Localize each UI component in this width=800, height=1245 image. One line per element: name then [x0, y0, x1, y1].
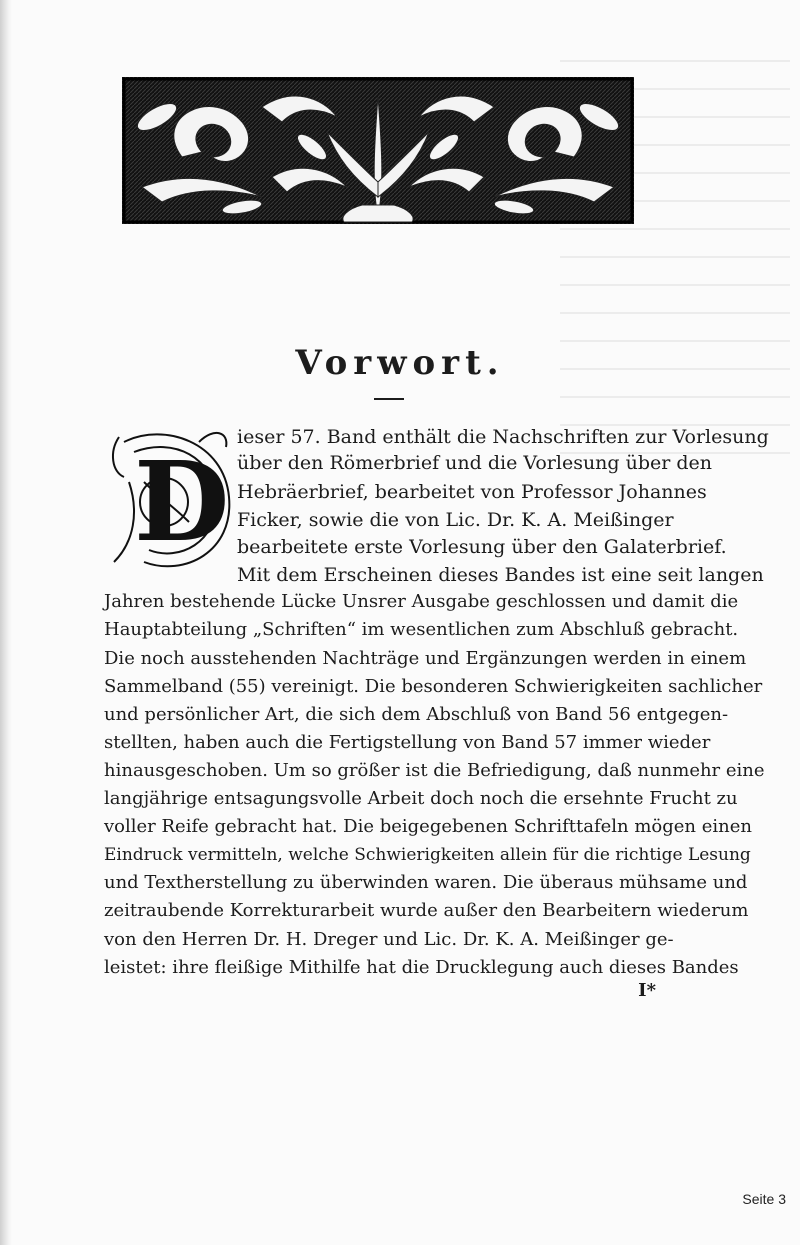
text-line: und persönlicher Art, die sich dem Abschluß von Band 56 entgegen-: [104, 704, 729, 725]
ornamental-drop-cap: [104, 422, 238, 577]
text-line: Die noch ausstehenden Nachträge und Ergänzungen werden in einem: [104, 648, 747, 669]
text-line: ieser 57. Band enthält die Nachschriften zur Vorlesung: [237, 426, 769, 448]
text-line: Jahren bestehende Lücke Unsrer Ausgabe geschlossen und damit die: [104, 591, 739, 612]
text-line: über den Römerbrief und die Vorlesung über den: [237, 452, 713, 474]
text-line: leistet: ihre fleißige Mithilfe hat die Drucklegung auch dieses Bandes: [104, 957, 739, 978]
text-line: Ficker, sowie die von Lic. Dr. K. A. Meißinger: [237, 509, 674, 531]
signature-mark: I*: [638, 980, 656, 1001]
text-line: zeitraubende Korrekturarbeit wurde außer den Bearbeitern wiederum: [104, 900, 749, 921]
text-line: Sammelband (55) vereinigt. Die besonderen Schwierigkeiten sachlicher: [104, 676, 763, 697]
text-line: Hauptabteilung „Schriften“ im wesentlichen zum Abschluß gebracht.: [104, 619, 739, 640]
text-line: langjährige entsagungsvolle Arbeit doch noch die ersehnte Frucht zu: [104, 788, 738, 809]
text-line: voller Reife gebracht hat. Die beigegebenen Schrifttafeln mögen einen: [104, 816, 752, 837]
text-line: von den Herren Dr. H. Dreger und Lic. Dr. K. A. Meißinger ge-: [104, 929, 674, 950]
page-number-label: Seite 3: [742, 1191, 786, 1207]
text-line: Eindruck vermitteln, welche Schwierigkeiten allein für die richtige Lesung: [104, 845, 751, 865]
text-line: und Textherstellung zu überwinden waren. Die überaus mühsame und: [104, 872, 748, 893]
page-edge-shadow: [0, 0, 12, 1245]
text-line: Hebräerbrief, bearbeitet von Professor Johannes: [237, 481, 707, 503]
title-divider: [374, 398, 404, 400]
page-title: Vorwort.: [295, 343, 505, 383]
drop-cap-letter: D: [134, 437, 230, 566]
ornamental-header-banner: [122, 77, 634, 224]
text-line: stellten, haben auch die Fertigstellung von Band 57 immer wieder: [104, 732, 711, 753]
text-line: bearbeitete erste Vorlesung über den Galaterbrief.: [237, 536, 727, 558]
text-line: hinausgeschoben. Um so größer ist die Befriedigung, daß nunmehr eine: [104, 760, 765, 781]
text-line: Mit dem Erscheinen dieses Bandes ist eine seit langen: [237, 564, 764, 586]
